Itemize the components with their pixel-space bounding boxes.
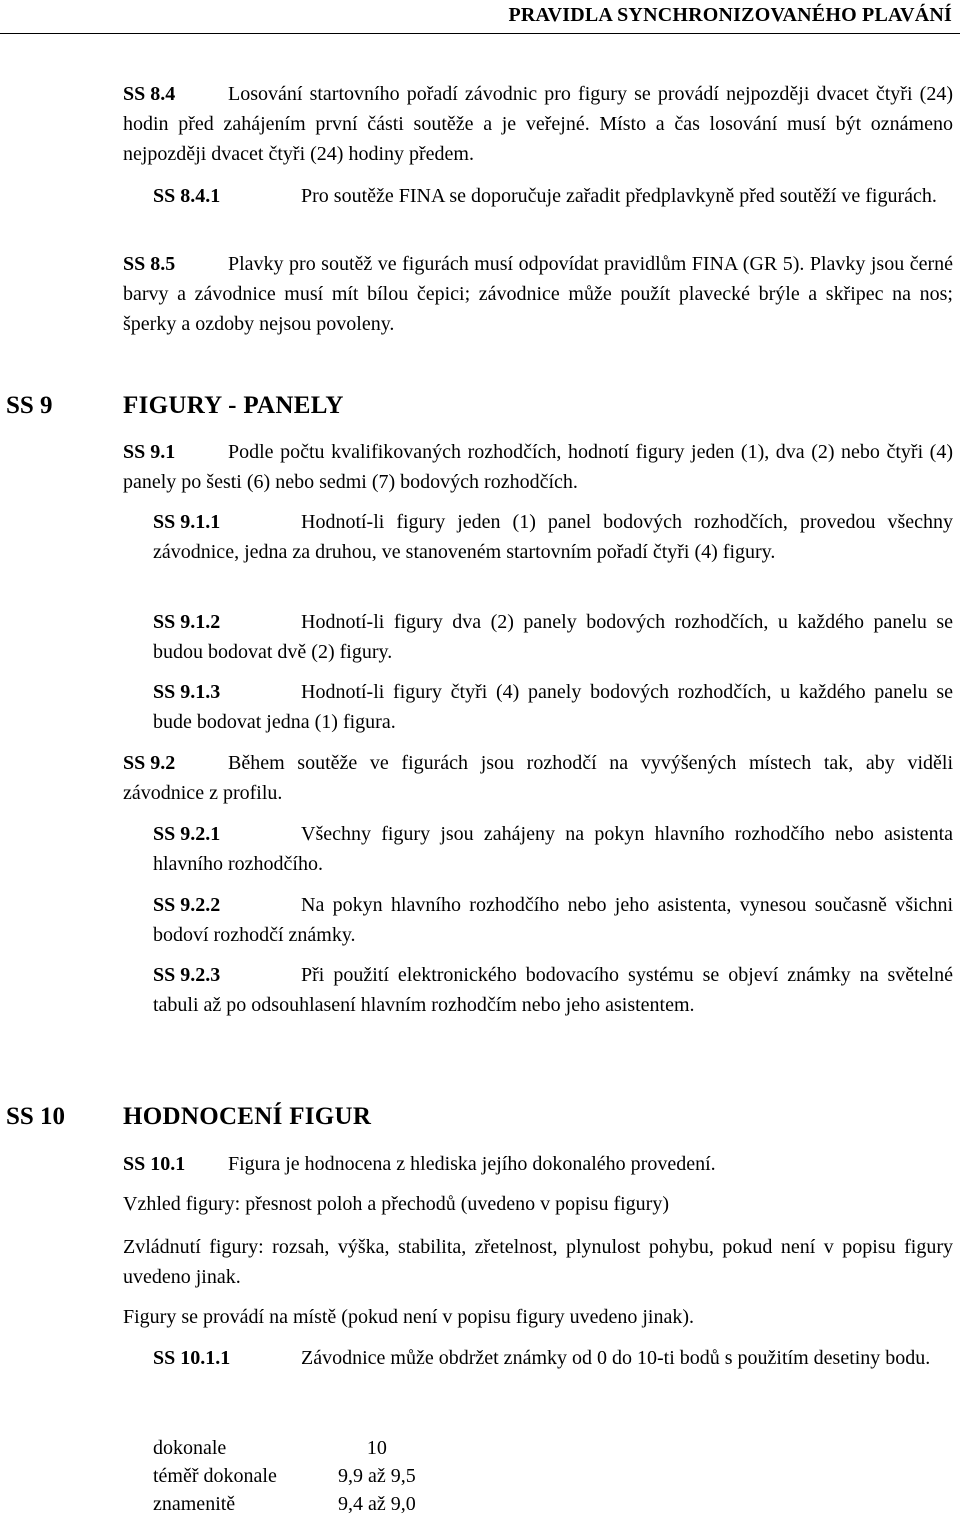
paragraph-number: SS 8.4.1 [153, 185, 221, 207]
score-label: dokonale [153, 1437, 227, 1459]
paragraph-ss-10-1 [123, 1149, 953, 1179]
score-label: znamenitě [153, 1493, 236, 1515]
paragraph-number: SS 10.1.1 [153, 1347, 231, 1369]
section-number-ss-9: SS 9 [6, 392, 53, 419]
score-row [153, 1434, 477, 1462]
score-row [153, 1462, 477, 1490]
paragraph-ss-8-4 [123, 79, 953, 169]
running-header: PRAVIDLA SYNCHRONIZOVANÉHO PLAVÁNÍ [508, 4, 952, 26]
paragraph-text: Při použití elektronického bodovacího systému se objeví známky na světelné tabuli až po odsouhlasení hlavním rozhodčím nebo jeho asistentem. [153, 964, 953, 1016]
paragraph-misto: Figury se provádí na místě (pokud není v popisu figury uvedeno jinak). [123, 1306, 695, 1328]
score-value: 9,4 až 9,0 [337, 1493, 416, 1515]
paragraph-text: Závodnice může obdržet známky od 0 do 10-ti bodů s použitím desetiny bodu. [301, 1347, 931, 1369]
section-title-ss-10: HODNOCENÍ FIGUR [123, 1103, 372, 1130]
paragraph-ss-9-1-1 [153, 507, 953, 567]
paragraph-number: SS 9.2.1 [153, 823, 221, 845]
paragraph-ss-10-1-1 [153, 1343, 953, 1373]
paragraph-text: Losování startovního pořadí závodnic pro figury se provádí nejpozději dvacet čtyři (24) hodin před zahájením první části soutěže a je veřejné. Místo a čas losování musí být oznámeno nejpozději dvacet čtyři (24) hodiny předem. [123, 83, 953, 165]
header-rule [0, 33, 960, 34]
paragraph-ss-9-2-2 [153, 890, 953, 950]
paragraph-text: Na pokyn hlavního rozhodčího nebo jeho asistenta, vynesou současně všichni bodoví rozhodčí známky. [153, 894, 953, 946]
paragraph-text: Hodnotí-li figury dva (2) panely bodových rozhodčích, u každého panelu se budou bodovat dvě (2) figury. [153, 611, 953, 663]
paragraph-text: Všechny figury jsou zahájeny na pokyn hlavního rozhodčího nebo asistenta hlavního rozhodčího. [153, 823, 953, 875]
paragraph-text: Figura je hodnocena z hlediska jejího dokonalého provedení. [228, 1153, 716, 1175]
paragraph-ss-8-5 [123, 249, 953, 339]
paragraph-number: SS 9.2 [123, 752, 176, 774]
paragraph-text: Během soutěže ve figurách jsou rozhodčí na vyvýšených místech tak, aby viděli závodnice z profilu. [123, 752, 953, 804]
paragraph-number: SS 9.1 [123, 441, 176, 463]
paragraph-text: Hodnotí-li figury čtyři (4) panely bodových rozhodčích, u každého panelu se bude bodovat jedna (1) figura. [153, 681, 953, 733]
paragraph-ss-9-1-2 [153, 607, 953, 667]
score-row [153, 1490, 477, 1518]
paragraph-ss-9-2 [123, 748, 953, 808]
paragraph-ss-8-4-1 [153, 181, 953, 211]
paragraph-number: SS 9.2.2 [153, 894, 221, 916]
paragraph-zvladnuti: Zvládnutí figury: rozsah, výška, stabilita, zřetelnost, plynulost pohybu, pokud není v popisu figury uvedeno jinak. [123, 1236, 953, 1288]
score-label: téměř dokonale [153, 1465, 277, 1487]
paragraph-ss-9-2-1 [153, 819, 953, 879]
section-title-ss-9: FIGURY - PANELY [123, 392, 344, 419]
paragraph-number: SS 9.2.3 [153, 964, 221, 986]
score-value: 10 [366, 1437, 387, 1459]
paragraph-number: SS 10.1 [123, 1153, 186, 1175]
paragraph-number: SS 9.1.3 [153, 681, 221, 703]
paragraph-number: SS 9.1.2 [153, 611, 221, 633]
score-value: 9,9 až 9,5 [337, 1465, 416, 1487]
section-number-ss-10: SS 10 [6, 1103, 66, 1130]
paragraph-ss-9-2-3 [153, 960, 953, 1020]
paragraph-text: Pro soutěže FINA se doporučuje zařadit předplavkyně před soutěží ve figurách. [301, 185, 937, 207]
score-table [153, 1434, 477, 1518]
paragraph-text: Hodnotí-li figury jeden (1) panel bodových rozhodčích, provedou všechny závodnice, jedna za druhou, ve stanoveném startovním pořadí čtyři (4) figury. [153, 511, 953, 563]
paragraph-vzhled: Vzhled figury: přesnost poloh a přechodů (uvedeno v popisu figury) [123, 1193, 669, 1215]
paragraph-ss-9-1 [123, 437, 953, 497]
paragraph-number: SS 9.1.1 [153, 511, 221, 533]
paragraph-text: Podle počtu kvalifikovaných rozhodčích, hodnotí figury jeden (1), dva (2) nebo čtyři (4) panely po šesti (6) nebo sedmi (7) bodových rozhodčích. [123, 441, 953, 493]
paragraph-text: Plavky pro soutěž ve figurách musí odpovídat pravidlům FINA (GR 5). Plavky jsou černé barvy a závodnice musí mít bílou čepici; závodnice může použít plavecké brýle a skřipec na nos; šperky a ozdoby nejsou povoleny. [123, 253, 953, 335]
paragraph-number: SS 8.4 [123, 83, 176, 105]
paragraph-number: SS 8.5 [123, 253, 176, 275]
paragraph-ss-9-1-3 [153, 677, 953, 737]
